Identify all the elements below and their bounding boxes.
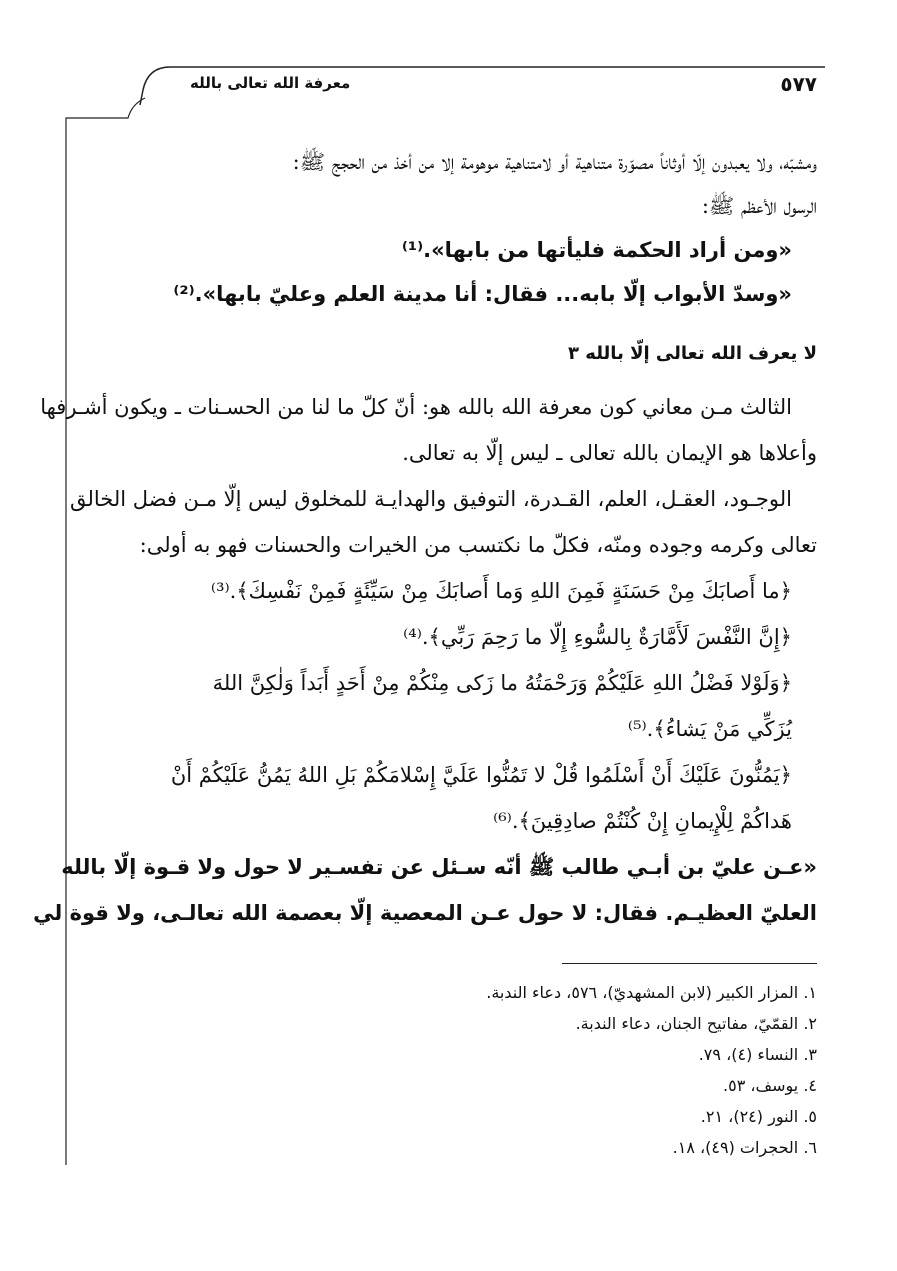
footnote: ٢. القمّيّ، مفاتيح الجنان، دعاء الندبة.: [575, 1014, 817, 1033]
text-line: ومشبّه، ولا يعبدون إلّا أوثاناً مصوّرة متناهية أو لامتناهية موهومة إلا من أخذ من الحجج ﷺ:: [292, 150, 817, 174]
quran-verse: ﴿إِنَّ النَّفْسَ لَأَمَّارَةٌ بِالسُّوءِ إِلّا ما رَحِمَ رَبِّي﴾.⁽⁴⁾: [403, 625, 792, 649]
quran-verse: ﴿ما أَصابَكَ مِنْ حَسَنَةٍ فَمِنَ اللهِ وَما أَصابَكَ مِنْ سَيِّئَةٍ فَمِنْ نَفْسِكَ﴾.⁽³⁾: [210, 579, 792, 603]
page-number: ٥٧٧: [780, 72, 817, 96]
footnote: ٥. النور (٢٤)، ٢١.: [700, 1107, 817, 1126]
text-line: تعالى وكرمه وجوده ومنّه، فكلّ ما نكتسب من الخيرات والحسنات فهو به أولى:: [139, 533, 817, 557]
hadith-quote: «وسدّ الأبواب إلّا بابه... فقال: أنا مدينة العلم وعليّ بابها».⁽²⁾: [173, 282, 792, 306]
footnote: ١. المزار الكبير (لابن المشهديّ)، ٥٧٦، دعاء الندبة.: [486, 983, 817, 1002]
quran-verse: ﴿وَلَوْلا فَضْلُ اللهِ عَلَيْكُمْ وَرَحْمَتُهُ ما زَكى مِنْكُمْ مِنْ أَحَدٍ أَبَداً وَلٰكِنَّ اللهَ: [212, 671, 792, 695]
hadith-quote: «ومن أراد الحكمة فليأتها من بابها».⁽¹⁾: [401, 238, 792, 262]
text-line: الثالث مـن معاني كون معرفة الله بالله هو: أنّ كلّ ما لنا من الحسـنات ـ ويكون أشـرفها: [40, 395, 792, 419]
text-line: وأعلاها هو الإيمان بالله تعالى ـ ليس إلّا به تعالى.: [402, 441, 817, 465]
main-text: [33, 0, 817, 960]
section-heading: لا يعرف الله تعالى إلّا بالله ٣: [568, 343, 817, 364]
text-line: الوجـود، العقـل، العلم، القـدرة، التوفيق والهدايـة للمخلوق ليس إلّا مـن فضل الخالق: [69, 487, 792, 511]
hadith-quote: «عـن عليّ بن أبـي طالب ﷺ أنّه سـئل عن تفسـير لا حول ولا قـوة إلّا بالله: [61, 855, 817, 879]
quran-verse: يُزَكِّي مَنْ يَشاءُ﴾.⁽⁵⁾: [627, 717, 792, 741]
quran-verse: ﴿يَمُنُّونَ عَلَيْكَ أَنْ أَسْلَمُوا قُلْ لا تَمُنُّوا عَلَيَّ إِسْلامَكُمْ بَلِ اللهُ يَمُنُّ عَلَيْكُمْ أَنْ: [170, 763, 792, 787]
footnote: ٣. النساء (٤)، ٧٩.: [698, 1045, 817, 1064]
quran-verse: هَداكُمْ لِلْإِيمانِ إِنْ كُنْتُمْ صادِقِينَ﴾.⁽⁶⁾: [493, 809, 792, 833]
hadith-quote: العليّ العظيـم. فقال: لا حول عـن المعصية إلّا بعصمة الله تعالـى، ولا قوة لي: [33, 901, 817, 925]
footnote-separator: [562, 963, 817, 964]
running-title: معرفة الله تعالى بالله: [190, 74, 351, 92]
footnote: ٦. الحجرات (٤٩)، ١٨.: [672, 1138, 817, 1157]
text-line: الرسول الأعظم ﷺ:: [701, 194, 817, 218]
footnote: ٤. يوسف، ٥٣.: [723, 1076, 817, 1095]
